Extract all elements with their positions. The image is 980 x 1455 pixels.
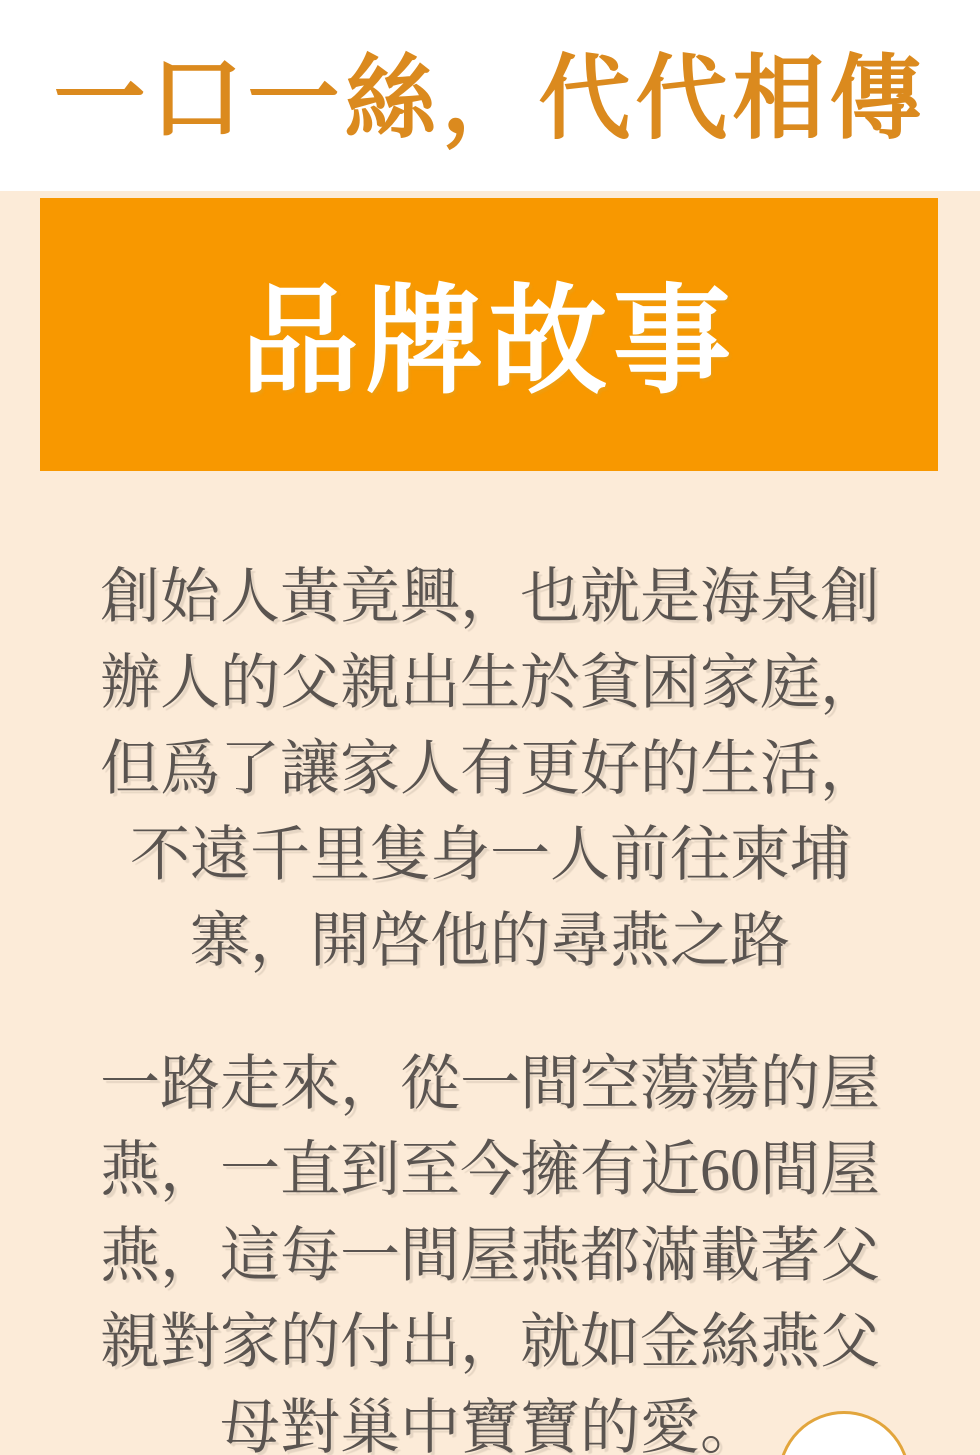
top-band: [0, 0, 980, 191]
banner-title: 品牌故事: [240, 276, 737, 408]
story-line: 但爲了讓家人有更好的生活，: [100, 736, 880, 802]
story-paragraph-2: [0, 1041, 980, 1455]
story-line: 一路走來，從一間空蕩蕩的屋: [100, 1051, 880, 1117]
story-line: 母對巢中寶寶的愛。: [220, 1395, 760, 1455]
story-line: 不遠千里隻身一人前往柬埔: [130, 822, 850, 888]
brand-story-banner: [40, 198, 938, 471]
brand-tagline: 一口一絲，代代相傳: [53, 47, 927, 150]
story-line: 燕，這每一間屋燕都滿載著父: [100, 1223, 880, 1289]
story-paragraph-1: [0, 554, 980, 984]
story-line: 創始人黃竟興，也就是海泉創: [100, 564, 880, 630]
story-line: 燕，一直到至今擁有近60間屋: [100, 1137, 880, 1203]
story-line: 親對家的付出，就如金絲燕父: [100, 1309, 880, 1375]
story-line: 辦人的父親出生於貧困家庭，: [100, 650, 880, 716]
story-line: 寨，開啓他的尋燕之路: [190, 908, 790, 974]
